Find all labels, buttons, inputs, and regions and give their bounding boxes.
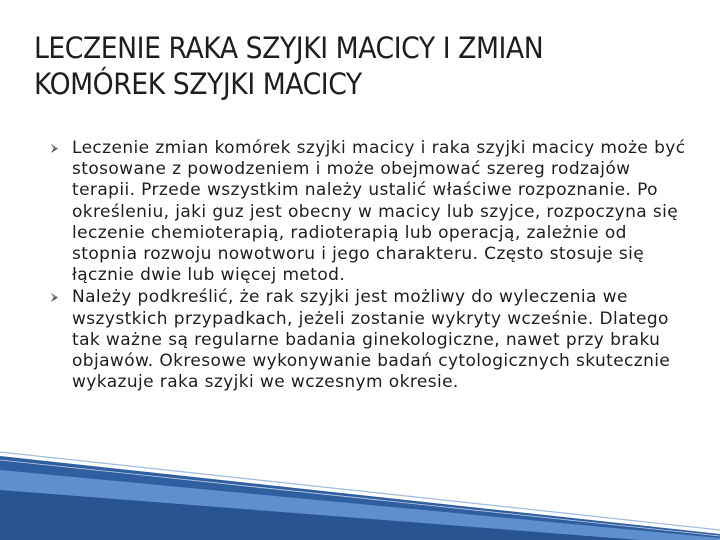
- bullet-item-2: [50, 287, 690, 393]
- slide-title: [34, 30, 641, 102]
- title-line-1: LECZENIE RAKA SZYJKI MACICY I ZMIAN: [34, 31, 544, 65]
- bullet-item-1: [50, 138, 690, 286]
- arrow-bullet-icon: [50, 293, 59, 302]
- bullet-list: [50, 138, 690, 394]
- arrow-bullet-icon: [50, 144, 59, 153]
- bullet-text-2: Należy podkreślić, że rak szyjki jest możliwy do wyleczenia we wszystkich przypadkach, jeżeli zostanie wykryty wcześnie. Dlatego tak ważne są regularne badania ginekologiczne, nawet przy braku objawów. Okresowe wykonywanie badań cytologicznych skutecznie wykazuje raka szyjki we wczesnym okresie.: [72, 287, 671, 393]
- bullet-text-1: Leczenie zmian komórek szyjki macicy i raka szyjki macicy może być stosowane z powodzeniem i może obejmować szereg rodzajów terapii. Przede wszystkim należy ustalić właściwe rozpoznanie. Po określeniu, jaki guz jest obecny w macicy lub szyjce, rozpoczyna się leczenie chemioterapią, radioterapią lub operacją, zależnie od stopnia rozwoju nowotworu i jego charakteru. Często stosuje się łącznie dwie lub więcej metod.: [72, 138, 686, 286]
- title-line-2: KOMÓREK SZYJKI MACICY: [34, 67, 362, 101]
- decorative-swoosh: [0, 450, 720, 540]
